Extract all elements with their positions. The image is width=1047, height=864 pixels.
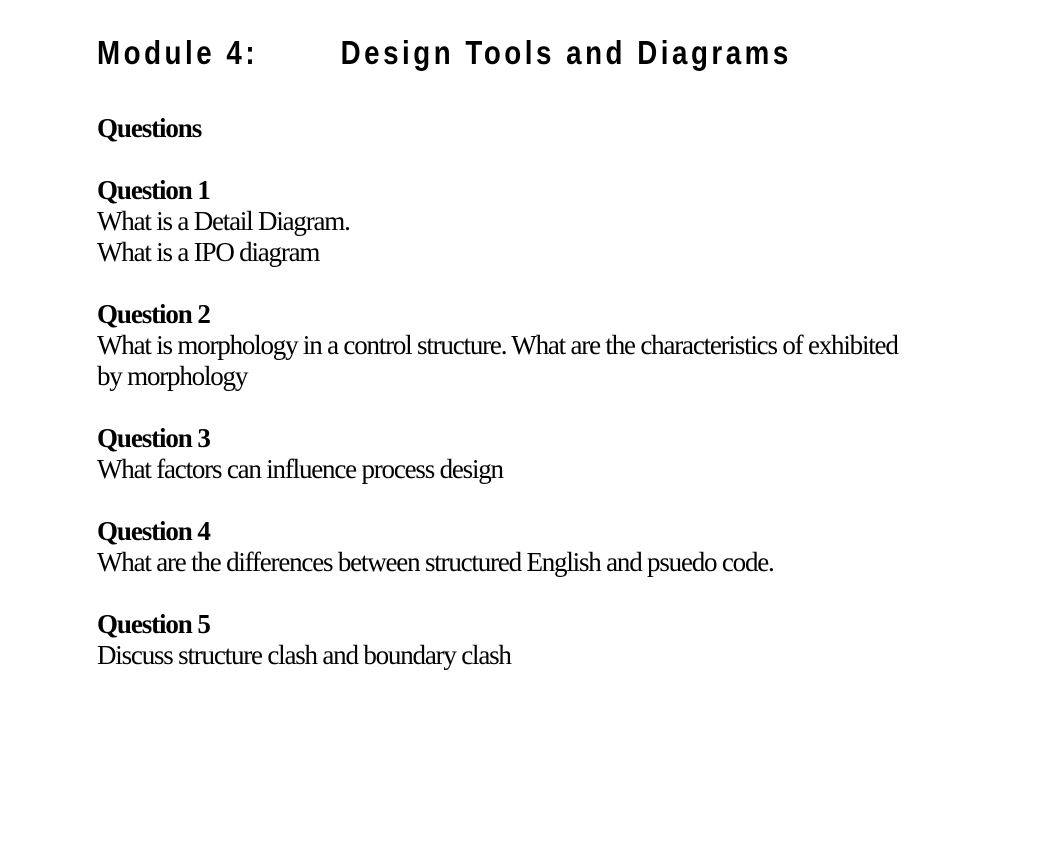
question-label: Question 2 — [97, 299, 210, 329]
question-text-line: Discuss structure clash and boundary clash — [97, 640, 511, 670]
module-label: Module 4: — [97, 34, 259, 71]
document-page — [97, 30, 1027, 671]
question-text-line: by morphology — [97, 361, 248, 391]
question-text-line: What is a IPO diagram — [97, 237, 320, 267]
section-heading: Questions — [97, 113, 202, 143]
question-text-line: What is a Detail Diagram. — [97, 206, 350, 236]
module-name: Design Tools and Diagrams — [340, 34, 792, 71]
question-text-line: What is morphology in a control structure. What are the characteristics of exhibited — [97, 330, 898, 360]
question-label: Question 3 — [97, 423, 210, 453]
question-label: Question 4 — [97, 516, 210, 546]
question-label: Question 1 — [97, 175, 210, 205]
question-block-1 — [97, 175, 1027, 268]
question-block-2 — [97, 299, 1027, 392]
question-block-4 — [97, 516, 1027, 578]
question-text-line: What are the differences between structured English and psuedo code. — [97, 547, 774, 577]
question-text-line: What factors can influence process design — [97, 454, 503, 484]
question-block-3 — [97, 423, 1027, 485]
question-block-5 — [97, 609, 1027, 671]
question-label: Question 5 — [97, 609, 210, 639]
module-title — [97, 30, 878, 76]
